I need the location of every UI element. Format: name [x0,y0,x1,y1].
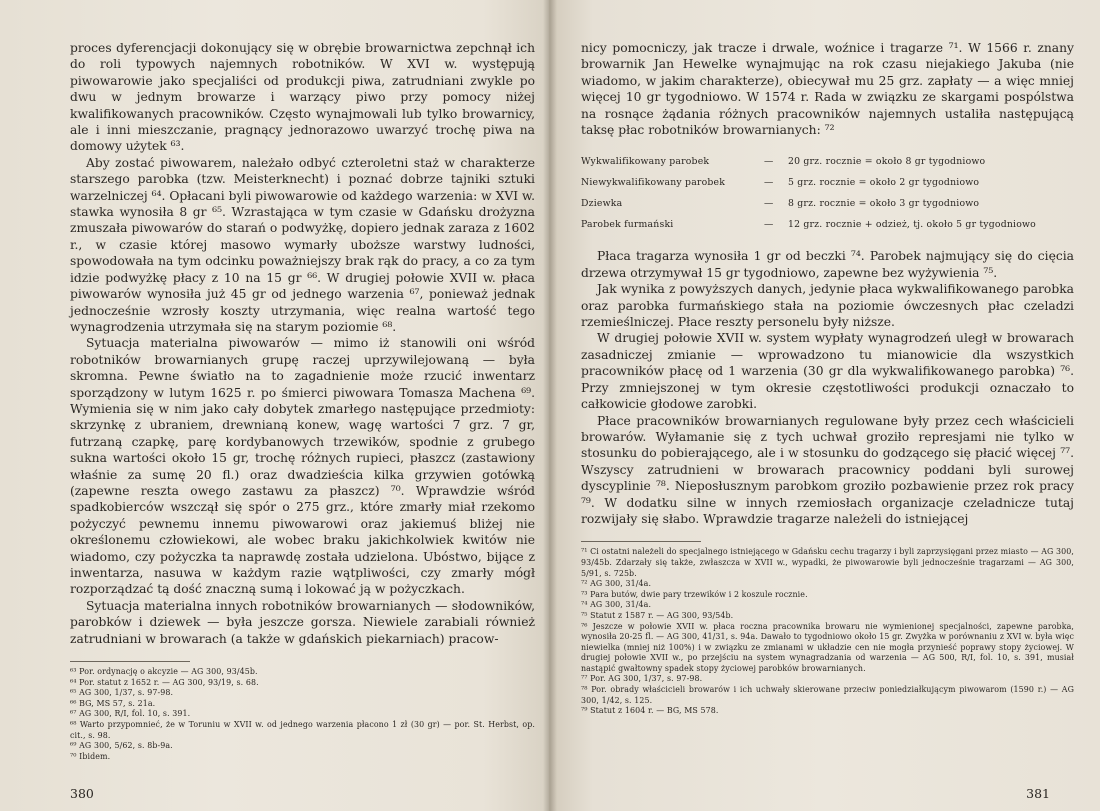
footnote: ⁷⁹ Statut z 1604 r. — BG, MS 578. [581,706,719,716]
right-footnotes [581,547,1074,717]
right-body-text-bottom [581,248,1074,527]
paragraph: nicy pomocniczy, jak tracze i drwale, woźnice i tragarze ⁷¹. W 1566 r. znany browarnik Jan Hewelke wynajmując na rok czasu niejakiego Jakuba (nie wiadomo, w jakim charakterze), obiecywał mu 25 grz. zapłaty — a więc mniej więcej 10 gr tygodniowo. W 1574 r. Rada w związku ze skargami pospólstwa na rosnące żądania różnych pracowników najemnych ustaliła następującą taksę płac robotników browarnianych: ⁷² [581,41,1074,138]
footnote: ⁷⁷ Por. AG 300, 1/37, s. 97-98. [581,674,703,684]
wage-dash: — [764,156,774,168]
paragraph: Płaca tragarza wynosiła 1 gr od beczki ⁷⁴. Parobek najmujący się do cięcia drzewa otrzymywał 15 gr tygodniowo, zapewne bez wyżywienia ⁷⁵. [581,249,1074,280]
table-row [581,215,1074,236]
wage-rate: 5 grz. rocznie = około 2 gr tygodniowo [788,177,980,189]
footnote: ⁷³ Para butów, dwie pary trzewików i 2 koszule rocznie. [581,589,808,599]
wage-dash: — [764,177,774,189]
footnote: ⁷⁴ AG 300, 31/4a. [581,600,652,610]
footnote-separator [581,541,701,542]
wage-table [581,152,1074,236]
paragraph: proces dyferencjacji dokonujący się w obrębie browarnictwa zepchnął ich do roli typowych najemnych robotników. W XVI w. występują piwowarowie jako specjaliści od produkcji piwa, zatrudniani zwykle po dwu w jednym browarze i warzący piwo przy pomocy niżej kwalifikowanych pracowników. Często wynajmowali lub tylko browarnicy, ale i inni mieszczanie, pragnący jednorazowo uwarzyć trochę piwa na domowy użytek ⁶³. [70,41,535,154]
footnote: ⁷⁰ Ibidem. [70,751,111,761]
paragraph: Jak wynika z powyższych danych, jedynie płaca wykwalifikowanego parobka oraz parobka furmańskiego stała na poziomie ówczesnych płac czeladzi rzemieślniczej. Płace reszty personelu były niższe. [581,282,1074,330]
wage-rate: 12 grz. rocznie + odzież, tj. około 5 gr tygodniowo [788,219,1036,231]
paragraph: Sytuacja materialna innych robotników browarnianych — słodowników, parobków i dziewek — była jeszcze gorsza. Niewiele zarabiali również zatrudniani w browarach (a także w gdańskich piekarniach) pracow- [70,598,535,646]
wage-category: Dziewka [581,198,623,210]
table-row [581,173,1074,194]
footnote: ⁶⁸ Warto przypomnieć, że w Toruniu w XVII w. od jednego warzenia płacono 1 zł (30 gr) — por. St. Herbst, op. cit., s. 98. [70,720,535,740]
footnote-separator [70,661,190,662]
footnote: ⁶⁶ BG, MS 57, s. 21a. [70,698,156,708]
footnote: ⁷¹ Ci ostatni należeli do specjalnego istniejącego w Gdańsku cechu tragarzy i byli zaprzysięgani przez miasto — AG 300, 93/45b. Zdarzały się także, zwłaszcza w XVII w., wypadki, że piwowarowie byli jednocześnie tragarzami — AG 300, 5/91, s. 725b. [581,547,1074,578]
footnote: ⁷⁵ Statut z 1587 r. — AG 300, 93/54b. [581,610,734,620]
wage-dash: — [764,219,774,231]
page-number: 381 [1026,786,1050,801]
paragraph: Aby zostać piwowarem, należało odbyć czteroletni staż w charakterze starszego parobka (tzw. Meisterknecht) i poznać dobrze tajniki sztuki warzelniczej ⁶⁴. Opłacani byli piwowarowie od każdego warzenia: w XVI w. stawka wynosiła 8 gr ⁶⁵. Wzrastająca w tym czasie w Gdańsku drożyzna zmuszała piwowarów do starań o podwyżkę, dopiero jednak zaraza z 1602 r., w czasie której masowo wymarły uboższe warstwy ludności, spowodowała na tym odcinku poważniejszy brak rąk do pracy, a co za tym idzie podwyżkę płacy z 10 na 15 gr ⁶⁶. W drugiej połowie XVII w. płaca piwowarów wynosiła już 45 gr od jednego warzenia ⁶⁷, ponieważ jednak jednocześnie wzrosły koszty utrzymania, więc realna wartość tego wynagrodzenia utrzymała się na starym poziomie ⁶⁸. [70,155,535,334]
table-row [581,152,1074,173]
footnote: ⁷⁶ Jeszcze w połowie XVII w. płaca roczna pracownika browaru nie wymienionej specjalności, zapewne parobka, wynosiła 20-25 fl. — AG 300, 41/31, s. 94a. Dawało to tygodniowo około 15 gr. Zwyżka w porównaniu z XVI w. była więc niewielka (mniej niż 100%) i w związku ze zmianami w układzie cen nie mogła przynieść poprawy stopy życiowej. W drugiej połowie XVII w., po przejściu na system wynagradzania od warzenia — AG 500, R/I, fol. 10, s. 391, musiał nastąpić gwałtowny spadek stopy życiowej parobków browarnianych. [581,621,1074,673]
page-number: 380 [70,786,94,801]
wage-category: Niewykwalifikowany parobek [581,177,726,189]
table-row [581,194,1074,215]
left-footnotes [70,667,535,762]
left-body-text [70,40,535,647]
wage-dash: — [764,198,774,210]
paragraph: Sytuacja materialna piwowarów — mimo iż stanowili oni wśród robotników browarnianych grupę raczej uprzywilejowaną — była skromna. Pewne światło na to zagadnienie może rzucić inwentarz sporządzony w lutym 1625 r. po śmierci piwowara Tomasza Machena ⁶⁹. Wymienia się w nim jako cały dobytek zmarłego następujące przedmioty: skrzynkę z ubraniem, drewnianą konew, wagę wartości 7 grz. 7 gr, futrzaną czapkę, parę kordybanowych trzewików, spodnie z grubego sukna wartości około 15 gr, trochę różnych rupieci, płaszcz (zastawiony właśnie za sumę 20 fl.) oraz dwadzieścia kilka grzywien gotówką (zapewne reszta owego zastawu za płaszcz) ⁷⁰. Wprawdzie wśród spadkobierców wszczął się spór o 275 grz., które zmarły miał rzekomo pożyczyć pewnemu innemu piwowarowi oraz jakiemuś bliżej nie określonemu człowiekowi, ale wobec braku jakichkolwiek kwitów nie wiadomo, czy pożyczka ta naprawdę została udzielona. Ubóstwo, bijące z inwentarza, nasuwa w każdym razie wątpliwości, czy zmarły mógł rozporządzać tą dość znaczną sumą i lokować ją w pożyczkach. [70,336,535,597]
footnote: ⁶⁷ AG 300, R/I, fol. 10, s. 391. [70,709,191,719]
right-page [549,0,1100,811]
wage-category: Wykwalifikowany parobek [581,156,710,168]
right-body-text-top [581,40,1074,138]
footnote: ⁶⁹ AG 300, 5/62, s. 8b-9a. [70,741,173,751]
footnote: ⁷⁸ Por. obrady właścicieli browarów i ich uchwały skierowane przeciw poniedziałkującym piwowarom (1590 r.) — AG 300, 1/42, s. 125. [581,685,1074,705]
wage-rate: 20 grz. rocznie = około 8 gr tygodniowo [788,156,986,168]
footnote: ⁷² AG 300, 31/4a. [581,579,652,589]
paragraph: W drugiej połowie XVII w. system wypłaty wynagrodzeń uległ w browarach zasadniczej zmianie — wprowadzono tu mianowicie dla wszystkich pracowników płacę od 1 warzenia (30 gr dla wykwalifikowanego parobka) ⁷⁶. Przy zmniejszonej w tym okresie częstotliwości produkcji oznaczało to całkowicie głodowe zarobki. [581,331,1074,412]
wage-rate: 8 grz. rocznie = około 3 gr tygodniowo [788,198,980,210]
footnote: ⁶⁵ AG 300, 1/37, s. 97-98. [70,688,174,698]
wage-category: Parobek furmański [581,219,674,231]
left-page [0,0,549,811]
footnote: ⁶³ Por. ordynację o akcyzie — AG 300, 93/45b. [70,667,258,677]
footnote: ⁶⁴ Por. statut z 1652 r. — AG 300, 93/19, s. 68. [70,677,259,687]
paragraph: Płace pracowników browarnianych regulowane były przez cech właścicieli browarów. Wyłamanie się z tych uchwał groziło represjami nie tylko w stosunku do pobierającego, ale i w stosunku do godzącego się płacić więcej ⁷⁷. Wszyscy zatrudnieni w browarach pracownicy poddani byli surowej dyscyplinie ⁷⁸. Nieposłusznym parobkom groziło pozbawienie przez rok pracy ⁷⁹. W dodatku silne w innych rzemiosłach organizacje czeladnicze tutaj rozwijały się słabo. Wprawdzie tragarze należeli do istniejącej [581,413,1074,526]
